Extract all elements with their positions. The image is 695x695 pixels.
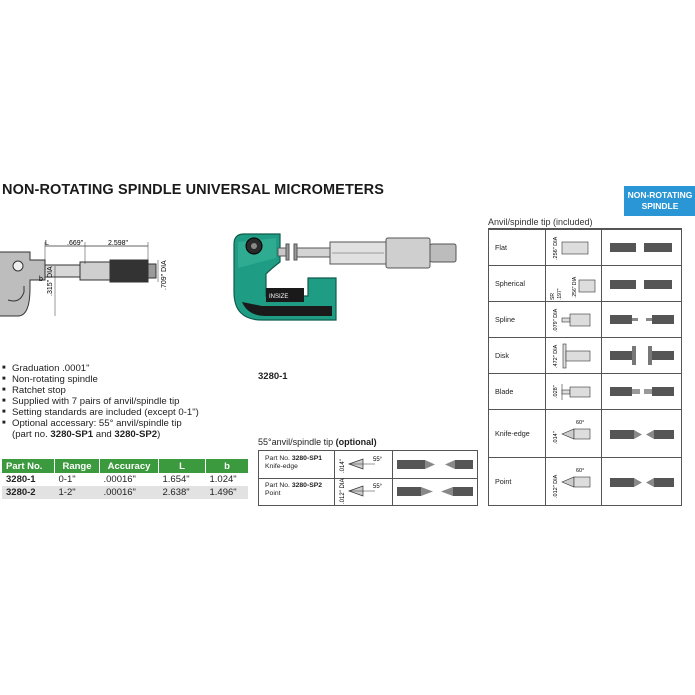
dim-L: L <box>45 240 49 247</box>
knife-edge-tip-pair <box>602 410 681 458</box>
anvil-row <box>489 265 681 301</box>
table-cell: 0-1" <box>55 473 100 486</box>
tip-angle: 60° <box>576 420 585 426</box>
dim-709: .709" DIA <box>161 260 168 290</box>
table-cell: 2.638" <box>159 486 206 499</box>
feature-list <box>2 363 199 440</box>
table-cell: 1-2" <box>55 486 100 499</box>
anvil-name: Knife-edge <box>495 429 530 438</box>
tip-dim: .028" <box>553 385 559 398</box>
dim-b: b <box>39 276 43 283</box>
tip-dim: .197" <box>557 288 563 300</box>
anvil-table <box>488 228 682 506</box>
anvil-name: Spline <box>495 315 515 324</box>
tip-dim: .256" DIA <box>553 236 559 260</box>
anvil-name: Blade <box>495 387 514 396</box>
part-number: 3280-SP2 <box>291 482 323 489</box>
table-cell: .00016" <box>100 473 159 486</box>
col-header: b <box>206 459 249 473</box>
dim-2598: 2.598" <box>108 240 129 247</box>
feature-item-continued <box>2 429 199 440</box>
anvil-row <box>489 457 681 505</box>
feature-text: (part no. <box>12 429 51 440</box>
point-diagram <box>335 478 392 505</box>
dim-669: .669" <box>67 240 84 247</box>
tip-dim: .472" DIA <box>553 344 559 368</box>
table-cell: 1.496" <box>206 486 249 499</box>
feature-item: ■ Supplied with 7 pairs of anvil/spindle tip <box>2 396 199 407</box>
tip-dim: SR <box>550 293 556 300</box>
optional-row <box>259 478 477 505</box>
part-number: 3280-SP1 <box>291 455 323 462</box>
anvil-row <box>489 301 681 337</box>
dimension-drawing <box>0 238 175 353</box>
part-number: 3280-SP2 <box>114 429 158 440</box>
spline-tip-pair <box>602 302 681 338</box>
flat-tip-pair <box>602 230 681 266</box>
spec-table <box>2 459 248 499</box>
spherical-tip-diagram <box>546 266 601 306</box>
tip-dim: .012" DIA <box>553 474 559 498</box>
category-badge <box>624 186 695 216</box>
feature-item: ■ Ratchet stop <box>2 385 199 396</box>
badge-line-1: NON-ROTATING <box>627 190 693 200</box>
feature-item: ■ Non-rotating spindle <box>2 374 199 385</box>
feature-text: and <box>93 429 115 440</box>
spline-tip-diagram <box>546 302 601 338</box>
table-row <box>2 473 248 486</box>
table-row <box>2 486 248 499</box>
anvil-row <box>489 337 681 373</box>
tip-name: Knife-edge <box>265 463 298 470</box>
col-header: Part No. <box>2 459 55 473</box>
blade-tip-diagram <box>546 374 601 410</box>
disk-tip-diagram <box>546 338 601 374</box>
anvil-name: Spherical <box>495 279 525 288</box>
tip-dim: .014" <box>340 459 346 473</box>
tip-dim: .256" DIA <box>572 276 578 298</box>
table-cell: 3280-1 <box>2 473 55 486</box>
col-header: Accuracy <box>100 459 159 473</box>
tip-angle: 55° <box>373 484 383 490</box>
knife-edge-tip-diagram <box>546 410 601 458</box>
label-text: Part No. <box>265 482 292 489</box>
brand-logo: INSIZE <box>269 294 289 300</box>
anvil-row <box>489 229 681 265</box>
feature-item: ■ Setting standards are included (except 0-1") <box>2 407 199 418</box>
label-text: Part No. <box>265 455 292 462</box>
anvil-name: Flat <box>495 243 507 252</box>
flat-tip-diagram <box>546 230 601 266</box>
tip-name: Point <box>265 490 281 497</box>
feature-item: ■ Graduation .0001" <box>2 363 199 374</box>
badge-line-2: SPINDLE <box>641 201 679 211</box>
anvil-name: Disk <box>495 351 509 360</box>
feature-item: ■ Optional accessary: 55° anvil/spindle tip <box>2 418 199 429</box>
micrometer-illustration <box>222 222 467 342</box>
optional-row <box>259 451 477 479</box>
model-label: 3280-1 <box>258 371 288 382</box>
knife-edge-diagram <box>335 451 392 478</box>
optional-tips-table <box>258 450 478 506</box>
part-number: 3280-SP1 <box>50 429 94 440</box>
tip-dim: .014" <box>553 431 559 444</box>
dim-315: .315" DIA <box>47 266 54 296</box>
disk-tip-pair <box>602 338 681 374</box>
tip-dim: .079" DIA <box>553 308 559 332</box>
table-cell: 1.024" <box>206 473 249 486</box>
knife-edge-tip-pair <box>393 451 477 478</box>
optional-heading-text: 55°anvil/spindle tip <box>258 437 334 447</box>
anvil-row <box>489 409 681 457</box>
table-cell: 3280-2 <box>2 486 55 499</box>
col-header: Range <box>55 459 100 473</box>
table-cell: 1.654" <box>159 473 206 486</box>
tip-angle: 55° <box>373 457 383 463</box>
tip-angle: 60° <box>576 468 585 474</box>
optional-heading <box>258 437 377 447</box>
anvil-name: Point <box>495 477 512 486</box>
point-tip-pair <box>602 458 681 506</box>
optional-label <box>265 455 322 471</box>
feature-text: ) <box>157 429 161 440</box>
point-tip-pair <box>393 478 477 505</box>
blade-tip-pair <box>602 374 681 410</box>
anvil-row <box>489 373 681 409</box>
table-cell: .00016" <box>100 486 159 499</box>
spec-header-row <box>2 459 248 473</box>
point-tip-diagram <box>546 458 601 506</box>
page-title: NON-ROTATING SPINDLE UNIVERSAL MICROMETERS <box>2 182 385 198</box>
optional-label <box>265 482 322 498</box>
anvil-heading: Anvil/spindle tip (included) <box>488 217 593 227</box>
spherical-tip-pair <box>602 266 681 302</box>
col-header: L <box>159 459 206 473</box>
tip-dim: .012" DIA <box>340 478 346 504</box>
optional-note: (optional) <box>335 437 377 447</box>
